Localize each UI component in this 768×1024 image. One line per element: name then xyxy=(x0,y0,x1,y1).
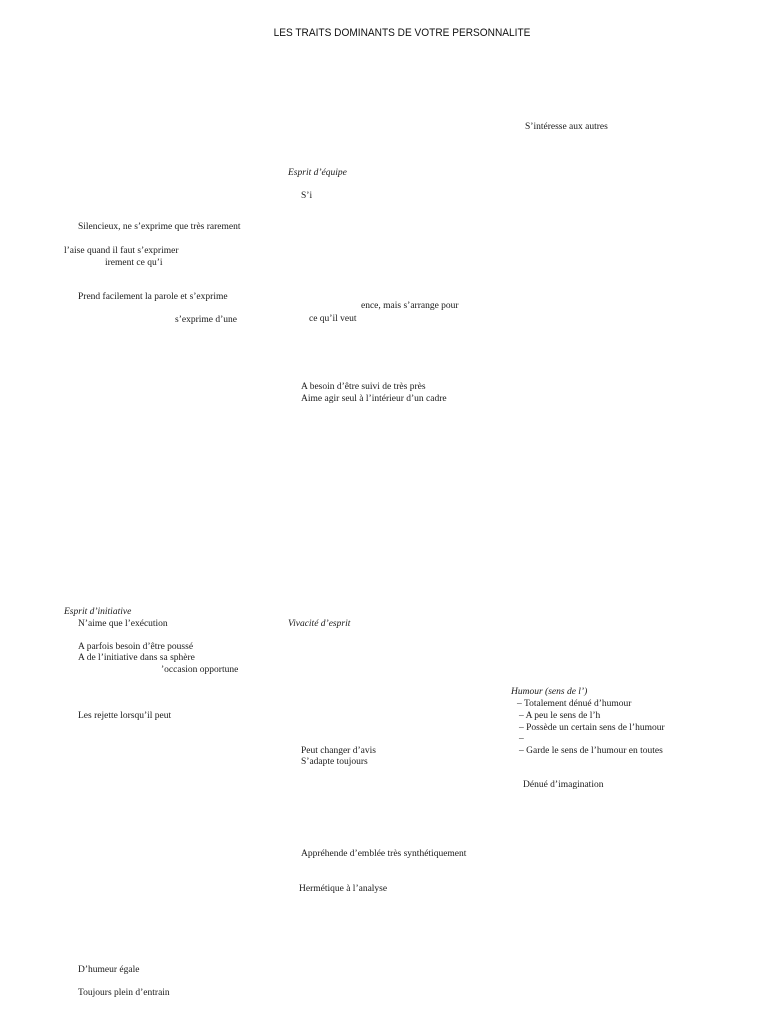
expression-line-2: l’aise quand il faut s’exprimer xyxy=(64,246,179,256)
humour-line-1: – Totalement dénué d’humour xyxy=(517,699,632,709)
mood-line-2: Toujours plein d’entrain xyxy=(78,988,170,998)
initiative-line-2: A parfois besoin d’être poussé xyxy=(78,642,194,652)
expression-line-5: s’exprime d’une xyxy=(175,315,237,325)
liveliness-line-2: S’adapte toujours xyxy=(301,757,368,767)
humour-line-5: – Garde le sens de l’humour en toutes xyxy=(519,746,663,756)
teamwork-heading: Esprit d’équipe xyxy=(288,168,347,178)
imagination-line-1: Dénué d’imagination xyxy=(523,780,604,790)
teamwork-line-2: ence, mais s’arrange pour xyxy=(361,301,459,311)
initiative-heading: Esprit d’initiative xyxy=(64,607,132,617)
page-title: LES TRAITS DOMINANTS DE VOTRE PERSONNALITE xyxy=(273,27,531,39)
initiative-line-4: ’occasion opportune xyxy=(161,665,239,675)
mood-line-1: D’humeur égale xyxy=(78,965,140,975)
liveliness-heading: Vivacité d’esprit xyxy=(288,619,351,629)
liveliness-line-3: Appréhende d’emblée très synthétiquement xyxy=(301,849,467,859)
teamwork-line-3: ce qu’il veut xyxy=(309,314,357,324)
teamwork-line-5: Aime agir seul à l’intérieur d’un cadre xyxy=(301,394,447,404)
interest-others-text: S’intéresse aux autres xyxy=(525,122,608,132)
humour-line-4: – xyxy=(519,734,524,744)
teamwork-line-1: S’i xyxy=(301,191,313,201)
liveliness-line-1: Peut changer d’avis xyxy=(301,746,376,756)
liveliness-line-4: Hermétique à l’analyse xyxy=(299,884,388,894)
initiative-line-5: Les rejette lorsqu’il peut xyxy=(78,711,172,721)
expression-line-3: irement ce qu’i xyxy=(105,258,163,268)
expression-line-4: Prend facilement la parole et s’exprime xyxy=(78,292,228,302)
expression-line-1: Silencieux, ne s’exprime que très rarement xyxy=(78,222,241,232)
humour-line-3: – Possède un certain sens de l’humour xyxy=(519,723,665,733)
initiative-line-3: A de l’initiative dans sa sphère xyxy=(78,653,195,663)
teamwork-line-4: A besoin d’être suivi de très près xyxy=(301,382,426,392)
humour-heading: Humour (sens de l’) xyxy=(511,687,588,697)
initiative-line-1: N’aime que l’exécution xyxy=(78,619,168,629)
humour-line-2: – A peu le sens de l’h xyxy=(519,711,601,721)
